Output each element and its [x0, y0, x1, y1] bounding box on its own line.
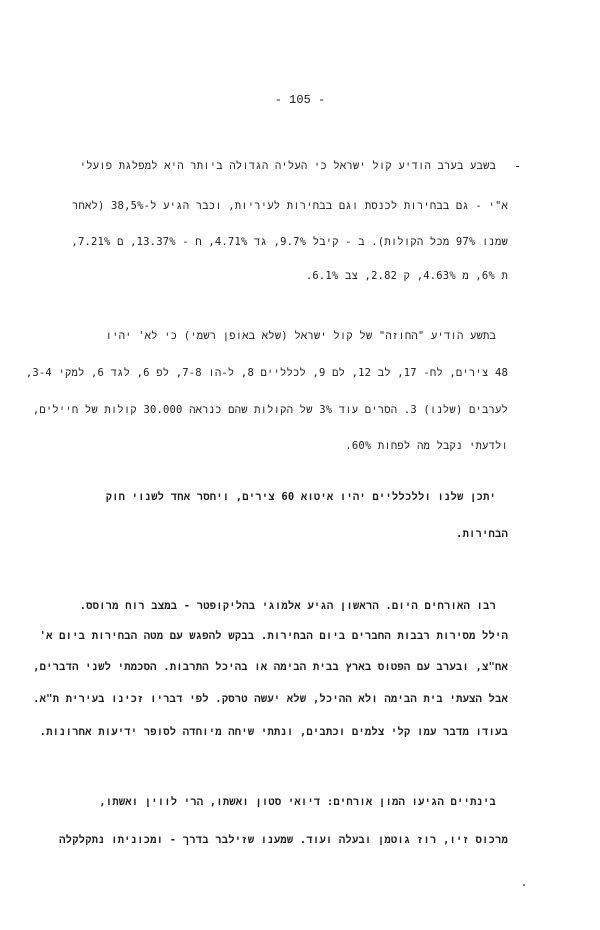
paper-speck: [523, 884, 525, 886]
paragraph-1-line-4: ת 6%, מ 4.63%, ק 2.82, צב 6.1%.: [305, 270, 508, 282]
paragraph-3-line-2: הבחירות.: [455, 528, 508, 540]
paragraph-2-line-4: ולדעתי נקבל מה לפחות 60%.: [345, 440, 508, 452]
paragraph-4-line-2: הילל מסירות רבבות החברים ביום הבחירות. בבקש להפגש עם מטה הבחירות ביום א': [39, 630, 508, 642]
page-number: - 105 -: [274, 93, 326, 107]
paragraph-1-line-1: בשבע בערב הודיע קול ישראל כי העליה הגדולה ביותר היא למפלגת פועלי: [79, 160, 496, 172]
paragraph-2-line-2: 48 צירים, לח- 17, לב 12, לם 9, לכלליים 8, ל-הו 7-8, לפ 6, לגד 6, למקי 3-4,: [25, 367, 508, 379]
paragraph-1-line-3: שמנו 97% מכל הקולות). ב - קיבל 9.7%, גד 4.71%, ח - 13.37%, ם 7.21%,: [71, 236, 508, 248]
paragraph-4-line-1: רבו האורחים היום. הראשון הגיע אלמוגי בהליקופטר - במצב רוח מרוסס.: [79, 600, 496, 612]
paragraph-4-line-3: אח"צ, ובערב עם הפטוס בארץ בבית הבימה או בהיכל התרבות. הסכמתי לשני הדברים,: [33, 661, 508, 673]
paragraph-3-line-1: יתכן שלנו וללכלליים יהיו איטוא 60 צירים, ויחסר אחד לשנוי חוק: [105, 491, 496, 503]
paragraph-2-line-3: לערבים (שלנו) 3. הסרים עוד 3% של הקולות שהם כנראה 30.000 קולות של חיילים,: [32, 404, 508, 416]
paragraph-4-line-4: אבל הצעתי בית הבימה ולא ההיכל, שלא יעשה טרסק. לפי דבריו זכינו בעירית ת"א.: [33, 693, 508, 705]
paragraph-1-line-2: א"י - גם בבחירות לכנסת וגם בבחירות לעיריות, וכבר הגיע ל-38,5% (לאחר: [71, 200, 508, 212]
paragraph-4-line-5: בעודו מדבר עמו קלי צלמים וכתבים, ונתתי שיחה מיוחדה לסופר ידיעות אחרונות.: [39, 726, 508, 738]
paragraph-5-line-2: מרכוס זיו, רוז גוטמן ובעלה ועוד. שמענו שזילבר בדרך - ומכוניתו נתקלקלה: [59, 834, 508, 846]
paragraph-2-line-1: בתשע הודיע "החוזה" של קול ישראל (שלא באופן רשמי) כי לא' יהיו: [105, 330, 496, 342]
paragraph-dash-marker: -: [514, 159, 522, 173]
paragraph-5-line-1: בינתיים הגיעו המון אורחים: דיואי סטון ואשתו, הרי לווין ואשתו,: [99, 796, 496, 808]
